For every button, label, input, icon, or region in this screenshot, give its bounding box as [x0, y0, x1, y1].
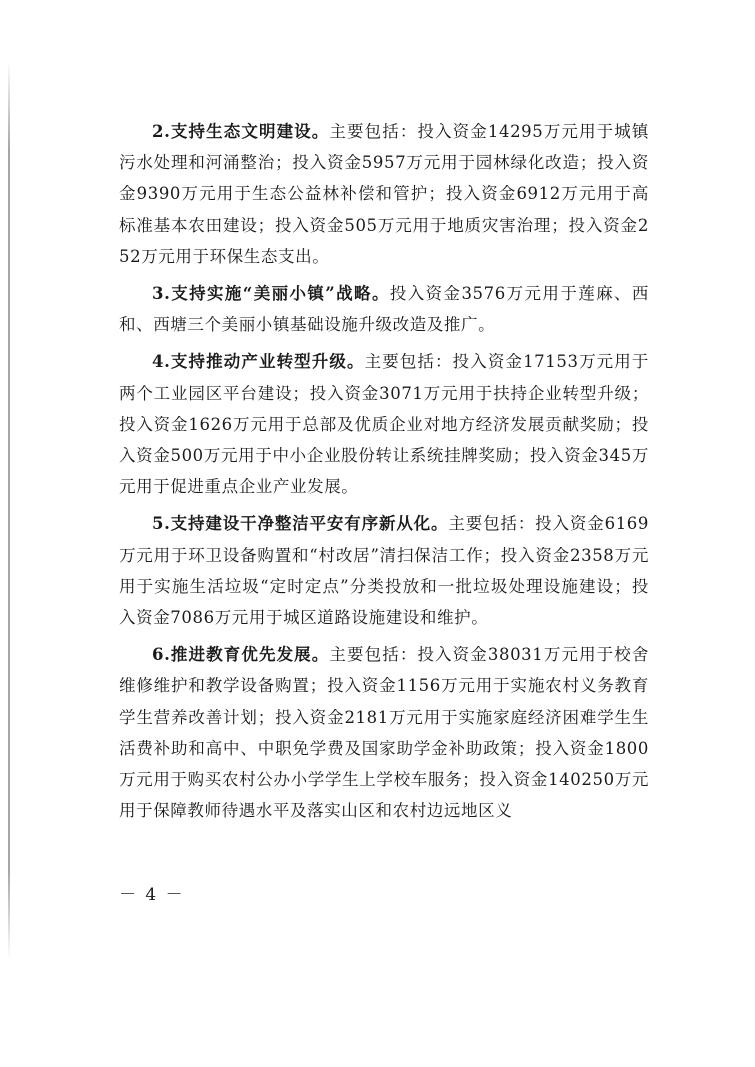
- paragraph-clean-city: [119, 508, 649, 633]
- scan-edge-shadow: [8, 60, 10, 960]
- page-number: － 4 －: [119, 885, 185, 905]
- document-body: [119, 116, 649, 832]
- paragraph-heading: 2.支持生态文明建设。: [152, 122, 330, 141]
- paragraph-heading: 3.支持实施“美丽小镇”战略。: [152, 284, 390, 304]
- paragraph-heading: 5.支持建设干净整洁平安有序新从化。: [152, 514, 449, 534]
- paragraph-heading: 4.支持推动产业转型升级。: [152, 352, 365, 372]
- paragraph-ecology: [119, 116, 649, 272]
- paragraph-text: 投入资金3576万元用于莲麻、西和、西塘三个美丽小镇基础设施升级改造及推广。: [119, 284, 649, 335]
- paragraph-text: 主要包括：投入资金6169万元用于环卫设备购置和“村改居”清扫保洁工作；投入资金2358万元用于实施生活垃圾“定时定点”分类投放和一批垃圾处理设施建设；投入资金7086万元用于城区道路设施建设和维护。: [119, 514, 649, 628]
- paragraph-text: 主要包括：投入资金17153万元用于两个工业园区平台建设；投入资金3071万元用于扶持企业转型升级；投入资金1626万元用于总部及优质企业对地方经济发展贡献奖励；投入资金500万元用于中小企业股份转让系统挂牌奖励；投入资金345万元用于促进重点企业产业发展。: [119, 352, 649, 497]
- paragraph-text: 主要包括：投入资金14295万元用于城镇污水处理和河涌整治；投入资金5957万元用于园林绿化改造；投入资金9390万元用于生态公益林补偿和管护；投入资金6912万元用于高标准基本农田建设；投入资金505万元用于地质灾害治理；投入资金252万元用于环保生态支出。: [119, 122, 649, 266]
- paragraph-heading: 6.推进教育优先发展。: [152, 645, 330, 665]
- paragraph-beautiful-town: [119, 278, 649, 340]
- paragraph-text: 主要包括：投入资金38031万元用于校舍维修维护和教学设备购置；投入资金1156万元用于实施农村义务教育学生营养改善计划；投入资金2181万元用于实施家庭经济困难学生生活费补助和高中、中职免学费及国家助学金补助政策；投入资金1800万元用于购买农村公办小学学生上学校车服务；投入资金140250万元用于保障教师待遇水平及落实山区和农村边远地区义: [119, 645, 649, 821]
- paragraph-education: [119, 639, 649, 826]
- paragraph-industry-upgrade: [119, 346, 649, 502]
